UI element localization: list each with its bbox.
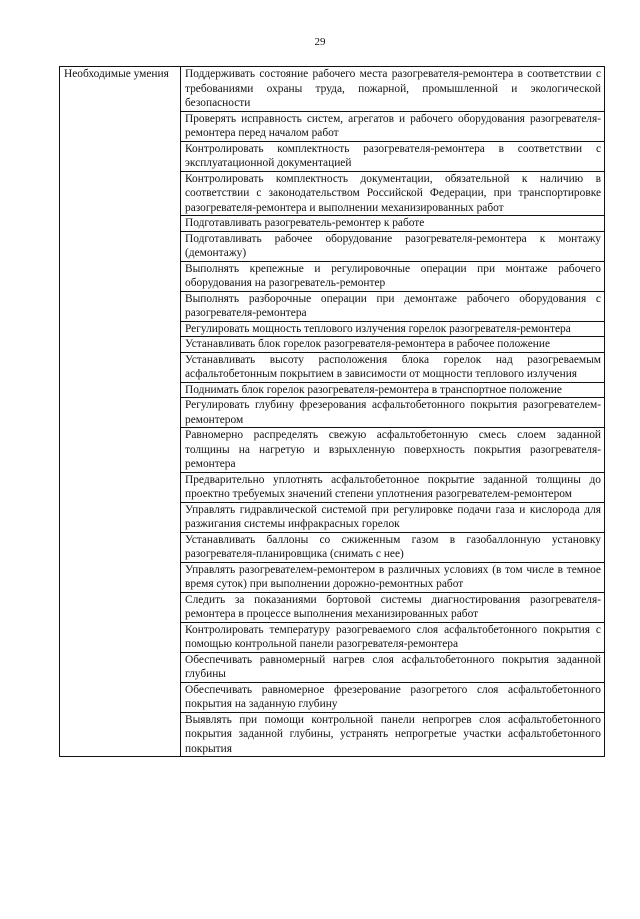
skill-item: Контролировать комплектность разогревателя-ремонтера в соответствии с эксплуатационной документацией bbox=[181, 141, 605, 171]
skill-item: Управлять гидравлической системой при регулировке подачи газа и кислорода для разжигания системы инфракрасных горелок bbox=[181, 502, 605, 532]
skill-item: Устанавливать баллоны со сжиженным газом в газобаллонную установку разогревателя-планировщика (снимать с нее) bbox=[181, 532, 605, 562]
skill-item: Поднимать блок горелок разогревателя-ремонтера в транспортное положение bbox=[181, 382, 605, 398]
skill-item: Контролировать температуру разогреваемого слоя асфальтобетонного покрытия с помощью контрольной панели разогревателя-ремонтера bbox=[181, 622, 605, 652]
skill-item: Контролировать комплектность документации, обязательной к наличию в соответствии с законодательством Российской Федерации, при транспортировке разогревателя-ремонтера и выполнении механизированных работ bbox=[181, 171, 605, 216]
section-label: Необходимые умения bbox=[60, 67, 181, 757]
skill-item: Выявлять при помощи контрольной панели непрогрев слоя асфальтобетонного покрытия заданной глубины, устранять непрогретые участки асфальтобетонного покрытия bbox=[181, 712, 605, 757]
skill-item: Обеспечивать равномерное фрезерование разогретого слоя асфальтобетонного покрытия на заданную глубину bbox=[181, 682, 605, 712]
skill-item: Выполнять разборочные операции при демонтаже рабочего оборудования с разогревателя-ремонтера bbox=[181, 291, 605, 321]
skills-table bbox=[59, 66, 605, 757]
table-row bbox=[60, 67, 605, 112]
skill-item: Подготавливать разогреватель-ремонтер к работе bbox=[181, 216, 605, 232]
page-number: 29 bbox=[314, 36, 326, 48]
skill-item: Регулировать глубину фрезерования асфальтобетонного покрытия разогревателем-ремонтером bbox=[181, 398, 605, 428]
skill-item: Устанавливать блок горелок разогревателя-ремонтера в рабочее положение bbox=[181, 337, 605, 353]
skill-item: Поддерживать состояние рабочего места разогревателя-ремонтера в соответствии с требованиями охраны труда, пожарной, промышленной и экологической безопасности bbox=[181, 67, 605, 112]
skill-item: Проверять исправность систем, агрегатов и рабочего оборудования разогревателя-ремонтера перед началом работ bbox=[181, 111, 605, 141]
skill-item: Предварительно уплотнять асфальтобетонное покрытие заданной толщины до проектно требуемых значений степени уплотнения разогревателем-ремонтером bbox=[181, 472, 605, 502]
skill-item: Регулировать мощность теплового излучения горелок разогревателя-ремонтера bbox=[181, 321, 605, 337]
skill-item: Обеспечивать равномерный нагрев слоя асфальтобетонного покрытия заданной глубины bbox=[181, 652, 605, 682]
skill-item: Устанавливать высоту расположения блока горелок над разогреваемым асфальтобетонным покрытием в зависимости от мощности теплового излучения bbox=[181, 352, 605, 382]
skill-item: Подготавливать рабочее оборудование разогревателя-ремонтера к монтажу (демонтажу) bbox=[181, 231, 605, 261]
skill-item: Следить за показаниями бортовой системы диагностирования разогревателя-ремонтера в процессе выполнения механизированных работ bbox=[181, 592, 605, 622]
skill-item: Управлять разогревателем-ремонтером в различных условиях (в том числе в темное время суток) при выполнении дорожно-ремонтных работ bbox=[181, 562, 605, 592]
skill-item: Равномерно распределять свежую асфальтобетонную смесь слоем заданной толщины на нагретую и взрыхленную поверхность покрытия разогревателя-ремонтера bbox=[181, 428, 605, 473]
skill-item: Выполнять крепежные и регулировочные операции при монтаже рабочего оборудования на разогреватель-ремонтер bbox=[181, 261, 605, 291]
